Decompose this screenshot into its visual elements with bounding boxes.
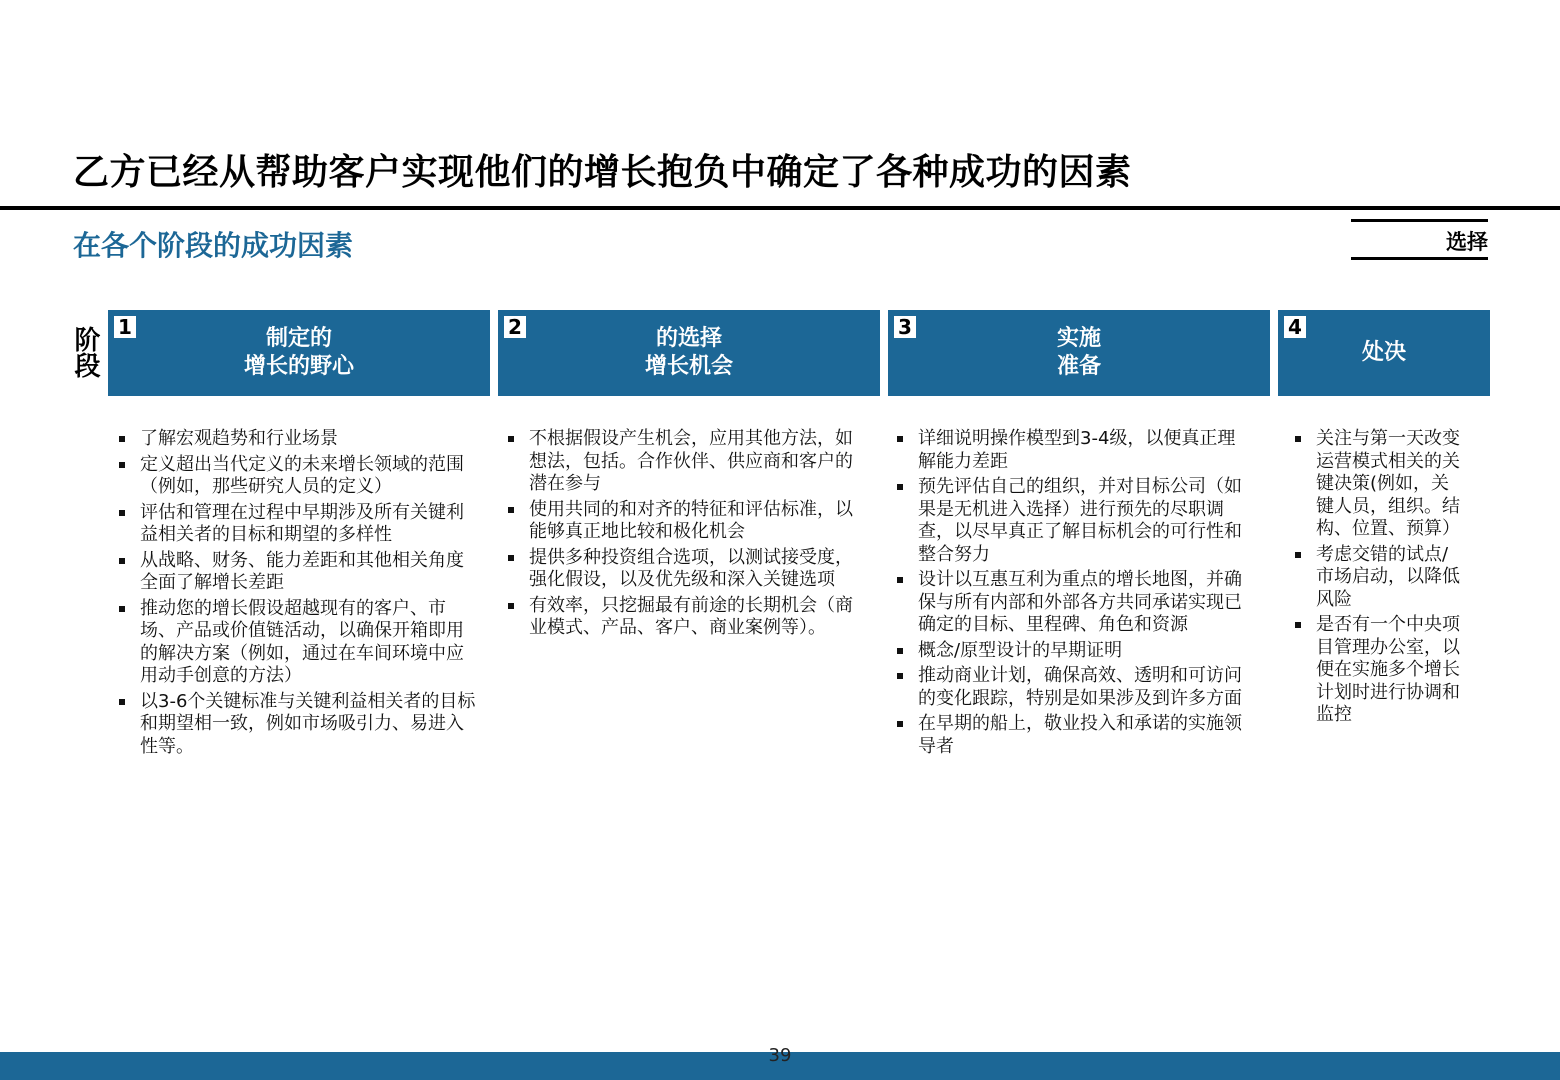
title-divider	[0, 206, 1560, 210]
stage-header-4	[1278, 310, 1490, 396]
bullet-item: 有效率，只挖掘最有前途的长期机会（商业模式、产品、客户、商业案例等）。	[507, 595, 859, 640]
stage-title: 的选择 增长机会	[644, 326, 733, 379]
section-subtitle: 在各个阶段的成功因素	[73, 229, 354, 262]
bullet-item: 提供多种投资组合选项，以测试接受度，强化假设，以及优先级和深入关键选项	[507, 547, 859, 592]
stage-header-2	[498, 310, 880, 396]
stage-number-badge: 1	[113, 315, 137, 339]
selection-tag: 选择	[1446, 230, 1488, 254]
stage-3-bullet-list	[896, 428, 1248, 761]
bullet-item: 了解宏观趋势和行业场景	[118, 428, 478, 451]
stage-header-3	[888, 310, 1270, 396]
bullet-item: 定义超出当代定义的未来增长领域的范围（例如，那些研究人员的定义）	[118, 454, 478, 499]
stage-axis-label: 阶段	[70, 326, 100, 378]
bullet-item: 设计以互惠互利为重点的增长地图，并确保与所有内部和外部各方共同承诺实现已确定的目标、里程碑、角色和资源	[896, 569, 1248, 637]
bullet-item: 从战略、财务、能力差距和其他相关角度全面了解增长差距	[118, 550, 478, 595]
stage-title: 制定的 增长的野心	[243, 326, 354, 379]
stage-number-badge: 4	[1283, 315, 1307, 339]
tag-rule-bottom	[1351, 257, 1488, 260]
bullet-item: 关注与第一天改变运营模式相关的关键决策(例如，关键人员，组织。结构、位置、预算）	[1294, 428, 1460, 541]
stage-number-badge: 3	[893, 315, 917, 339]
stage-1-bullet-list	[118, 428, 478, 761]
page-title: 乙方已经从帮助客户实现他们的增长抱负中确定了各种成功的因素	[73, 152, 1132, 193]
bullet-item: 考虑交错的试点/市场启动，以降低风险	[1294, 544, 1460, 612]
bullet-item: 评估和管理在过程中早期涉及所有关键利益相关者的目标和期望的多样性	[118, 502, 478, 547]
bullet-item: 不根据假设产生机会，应用其他方法，如想法，包括。合作伙伴、供应商和客户的潜在参与	[507, 428, 859, 496]
bullet-item: 在早期的船上，敬业投入和承诺的实施领导者	[896, 713, 1248, 758]
stage-title: 处决	[1361, 340, 1406, 365]
stage-4-bullet-list	[1294, 428, 1460, 730]
stage-2-bullet-list	[507, 428, 859, 643]
bullet-item: 使用共同的和对齐的特征和评估标准，以能够真正地比较和极化机会	[507, 499, 859, 544]
stage-header-1	[108, 310, 490, 396]
page-number: 39	[768, 1045, 792, 1066]
bullet-item: 概念/原型设计的早期证明	[896, 640, 1248, 663]
bullet-item: 是否有一个中央项目管理办公室，以便在实施多个增长计划时进行协调和监控	[1294, 614, 1460, 727]
bullet-item: 推动您的增长假设超越现有的客户、市场、产品或价值链活动，以确保开箱即用的解决方案（例如，通过在车间环境中应用动手创意的方法）	[118, 598, 478, 688]
bullet-item: 详细说明操作模型到3-4级，以便真正理解能力差距	[896, 428, 1248, 473]
bullet-item: 推动商业计划，确保高效、透明和可访问的变化跟踪，特别是如果涉及到许多方面	[896, 665, 1248, 710]
stage-title: 实施 准备	[1056, 326, 1101, 379]
stage-number-badge: 2	[503, 315, 527, 339]
tag-rule-top	[1351, 219, 1488, 222]
bullet-item: 以3-6个关键标准与关键利益相关者的目标和期望相一致，例如市场吸引力、易进入性等。	[118, 691, 478, 759]
bullet-item: 预先评估自己的组织，并对目标公司（如果是无机进入选择）进行预先的尽职调查，以尽早真正了解目标机会的可行性和整合努力	[896, 476, 1248, 566]
